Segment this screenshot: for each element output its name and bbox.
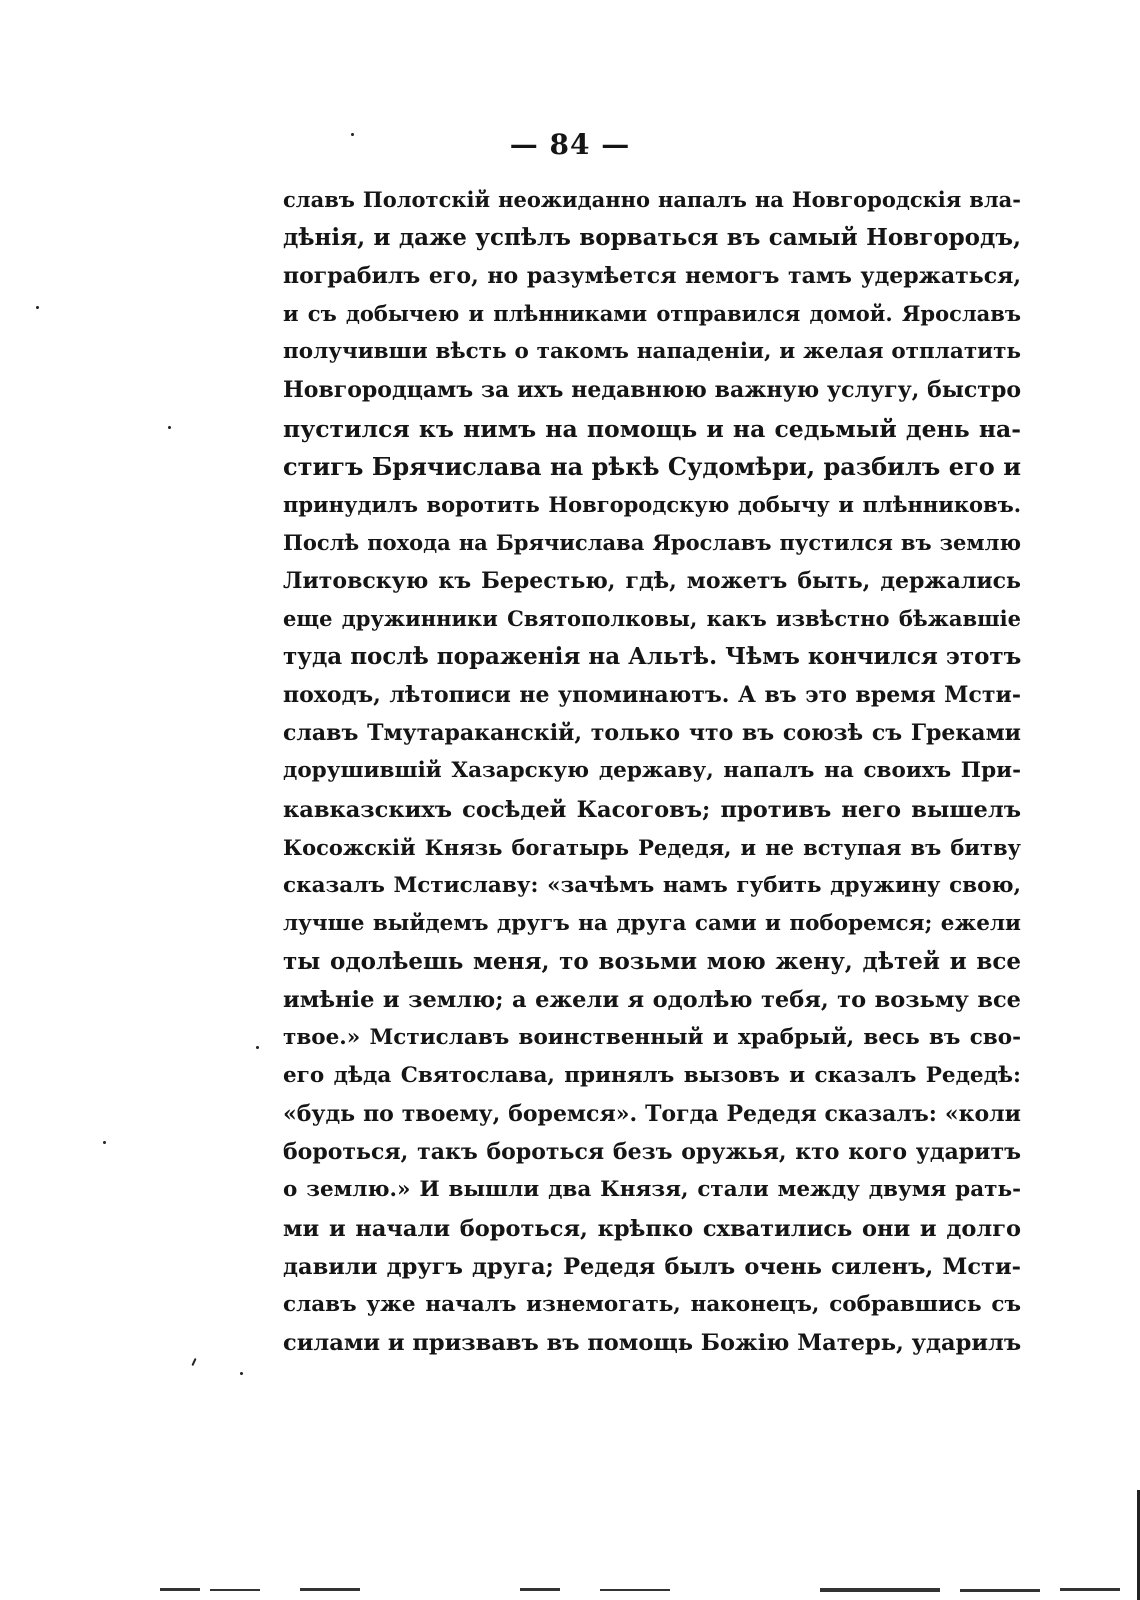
scan-speck [240,1372,243,1375]
text-line: дѣнія, и даже успѣлъ ворваться въ самый Новгородъ, [283,224,1021,252]
text-line: ты одолѣешь меня, то возьми мою жену, дѣтей и все [283,947,1021,975]
scan-speck [351,133,354,136]
text-line: Косожскій Князь богатырь Редедя, и не вступая въ битву [283,834,1021,860]
text-line: Литовскую къ Берестью, гдѣ, можетъ быть, держались [283,567,1021,594]
body-text [283,181,1021,1362]
text-line: и съ добычею и плѣнниками отправился домой. Ярославъ [283,301,1021,327]
text-line: лучше выйдемъ другъ на друга сами и поборемся; ежели [283,910,1021,936]
text-line: походъ, лѣтописи не упоминаютъ. А въ это время Мсти- [283,682,1021,709]
text-line: о землю.» И вышли два Князя, стали между двумя рать- [283,1177,1021,1203]
text-line: принудилъ воротить Новгородскую добычу и плѣнниковъ. [283,491,1021,517]
text-line: давили другъ друга; Редедя былъ очень силенъ, Мсти- [283,1253,1021,1280]
text-line: ми и начали бороться, крѣпко схватились они и долго [283,1215,1021,1242]
text-line: Новгородцамъ за ихъ недавнюю важную услугу, быстро [283,377,1021,404]
text-line: стигъ Брячислава на рѣкѣ Судомѣри, разбилъ его и [283,451,1021,481]
text-line: получивши вѣсть о такомъ нападеніи, и желая отплатить [283,339,1021,365]
text-line: «будь по твоему, боремся». Тогда Редедя сказалъ: «коли [283,1101,1021,1128]
text-line: Послѣ похода на Брячислава Ярославъ пустился въ землю [283,529,1021,555]
scan-speck [36,306,39,309]
scan-speck [191,1358,196,1366]
text-line: туда послѣ пораженія на Альтѣ. Чѣмъ кончился этотъ [283,643,1022,671]
scan-bottom-noise [0,1584,1140,1596]
text-line: пустился къ нимъ на помощь и на седьмый день на- [283,414,1021,443]
text-line: кавказскихъ сосѣдей Касоговъ; противъ него вышелъ [283,796,1021,823]
text-line: твое.» Мстиславъ воинственный и храбрый, весь въ сво- [283,1025,1021,1051]
text-line: славъ Тмутараканскій, только что въ союзѣ съ Греками [283,720,1021,747]
text-line: имѣніе и землю; а ежели я одолѣю тебя, то возьму все [283,986,1021,1013]
scan-speck [256,1046,259,1049]
text-line: дорушившій Хазарскую державу, напалъ на своихъ При- [283,758,1021,784]
text-line: силами и призвавъ въ помощь Божію Матерь, ударилъ [283,1329,1022,1356]
text-line: бороться, такъ бороться безъ оружья, кто кого ударитъ [283,1139,1021,1166]
text-line: пограбилъ его, но разумѣется немогъ тамъ удержаться, [283,263,1021,290]
text-line: славъ Полотскій неожиданно напалъ на Новгородскія вла- [283,187,1021,212]
text-line: сказалъ Мстиславу: «зачѣмъ намъ губить дружину свою, [283,872,1021,898]
scan-speck [168,426,171,429]
text-line: его дѣда Святослава, принялъ вызовъ и сказалъ Редедѣ: [283,1063,1021,1089]
text-line: славъ уже началъ изнемогать, наконецъ, собравшись съ [283,1291,1021,1317]
page-number: — 84 — [509,128,631,161]
scan-speck [103,1141,106,1144]
text-line: еще дружинники Святополковы, какъ извѣстно бѣжавшіе [283,606,1021,632]
